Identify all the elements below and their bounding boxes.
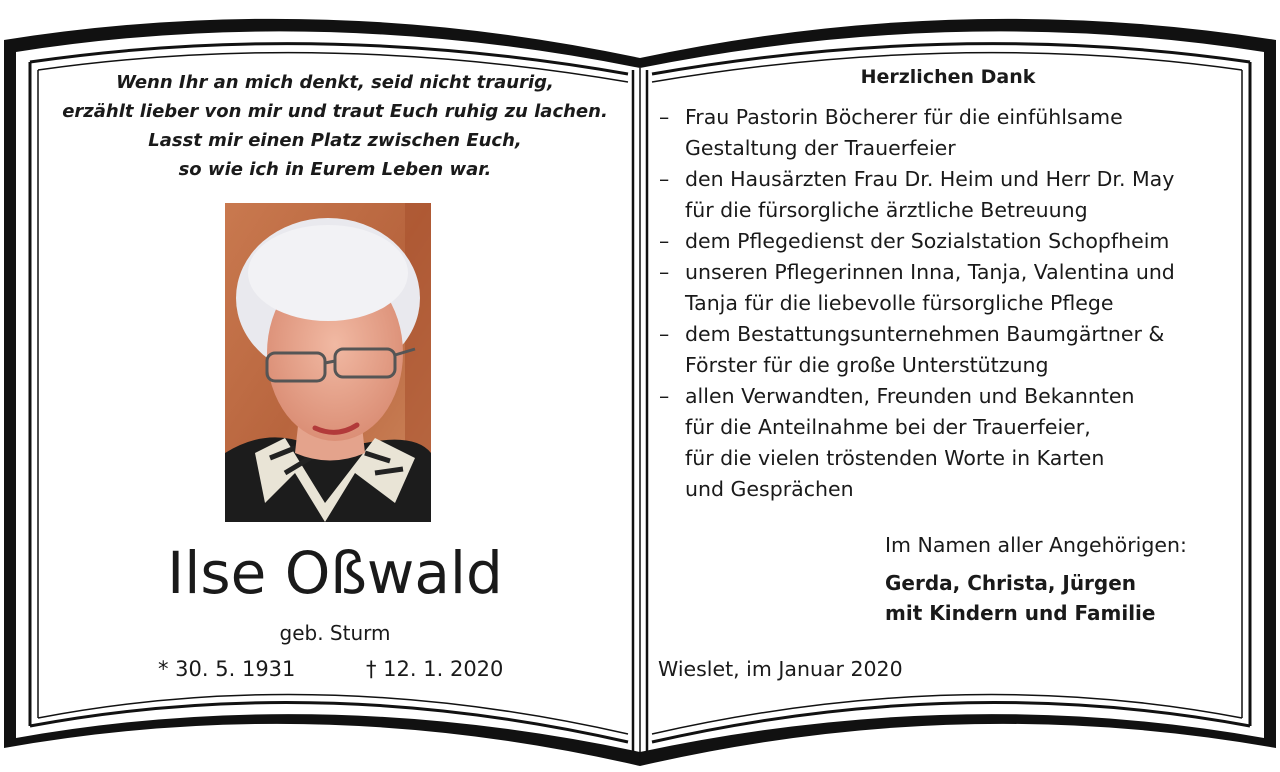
signer-line: mit Kindern und Familie — [885, 601, 1156, 625]
thanks-item-line: Tanja für die liebevolle fürsorgliche Pflege — [685, 291, 1114, 315]
place-date: Wieslet, im Januar 2020 — [658, 657, 903, 681]
thanks-item-line: allen Verwandten, Freunden und Bekannten — [685, 384, 1135, 408]
poem-line: Wenn Ihr an mich denkt, seid nicht traurig, — [116, 72, 554, 93]
thanks-item-line: unseren Pflegerinnen Inna, Tanja, Valentina und — [685, 260, 1175, 284]
portrait-photo — [225, 203, 431, 522]
thanks-item-line: Frau Pastorin Böcherer für die einfühlsame — [685, 105, 1123, 129]
thanks-item-line: dem Pflegedienst der Sozialstation Schopfheim — [685, 229, 1170, 253]
portrait-photo-icon — [225, 203, 431, 522]
thanks-item-line: und Gesprächen — [685, 477, 854, 501]
deceased-name: Ilse Oßwald — [167, 539, 503, 607]
thanks-item-line: den Hausärzten Frau Dr. Heim und Herr Dr. May — [685, 167, 1175, 191]
thanks-heading: Herzlichen Dank — [860, 66, 1036, 88]
dash-bullet: – — [659, 384, 670, 408]
thanks-item — [648, 257, 1238, 319]
right-page — [648, 60, 1238, 710]
thanks-item-line: dem Bestattungsunternehmen Baumgärtner & — [685, 322, 1165, 346]
thanks-item — [648, 381, 1238, 505]
dash-bullet: – — [659, 167, 670, 191]
poem-line: so wie ich in Eurem Leben war. — [178, 159, 492, 180]
left-page — [40, 60, 630, 700]
signers — [885, 568, 1155, 628]
thanks-item-line: für die vielen tröstenden Worte in Karten — [685, 446, 1105, 470]
poem-line: Lasst mir einen Platz zwischen Euch, — [148, 130, 522, 151]
maiden-name: geb. Sturm — [279, 621, 391, 645]
thanks-item-line: Gestaltung der Trauerfeier — [685, 136, 956, 160]
thanks-list — [648, 102, 1238, 505]
memorial-poem — [40, 68, 630, 184]
signer-line: Gerda, Christa, Jürgen — [885, 571, 1137, 595]
thanks-item-line: für die fürsorgliche ärztliche Betreuung — [685, 198, 1088, 222]
thanks-item — [648, 164, 1238, 226]
thanks-item-line: für die Anteilnahme bei der Trauerfeier, — [685, 415, 1091, 439]
dash-bullet: – — [659, 105, 670, 129]
thanks-item — [648, 319, 1238, 381]
thanks-item — [648, 226, 1238, 257]
thanks-item-line: Förster für die große Unterstützung — [685, 353, 1049, 377]
dash-bullet: – — [659, 229, 670, 253]
signoff-text: Im Namen aller Angehörigen: — [885, 533, 1187, 557]
death-date: † 12. 1. 2020 — [366, 657, 504, 681]
birth-date: * 30. 5. 1931 — [158, 657, 296, 681]
thanks-item — [648, 102, 1238, 164]
poem-line: erzählt lieber von mir und traut Euch ruhig zu lachen. — [62, 101, 608, 122]
dash-bullet: – — [659, 322, 670, 346]
dash-bullet: – — [659, 260, 670, 284]
